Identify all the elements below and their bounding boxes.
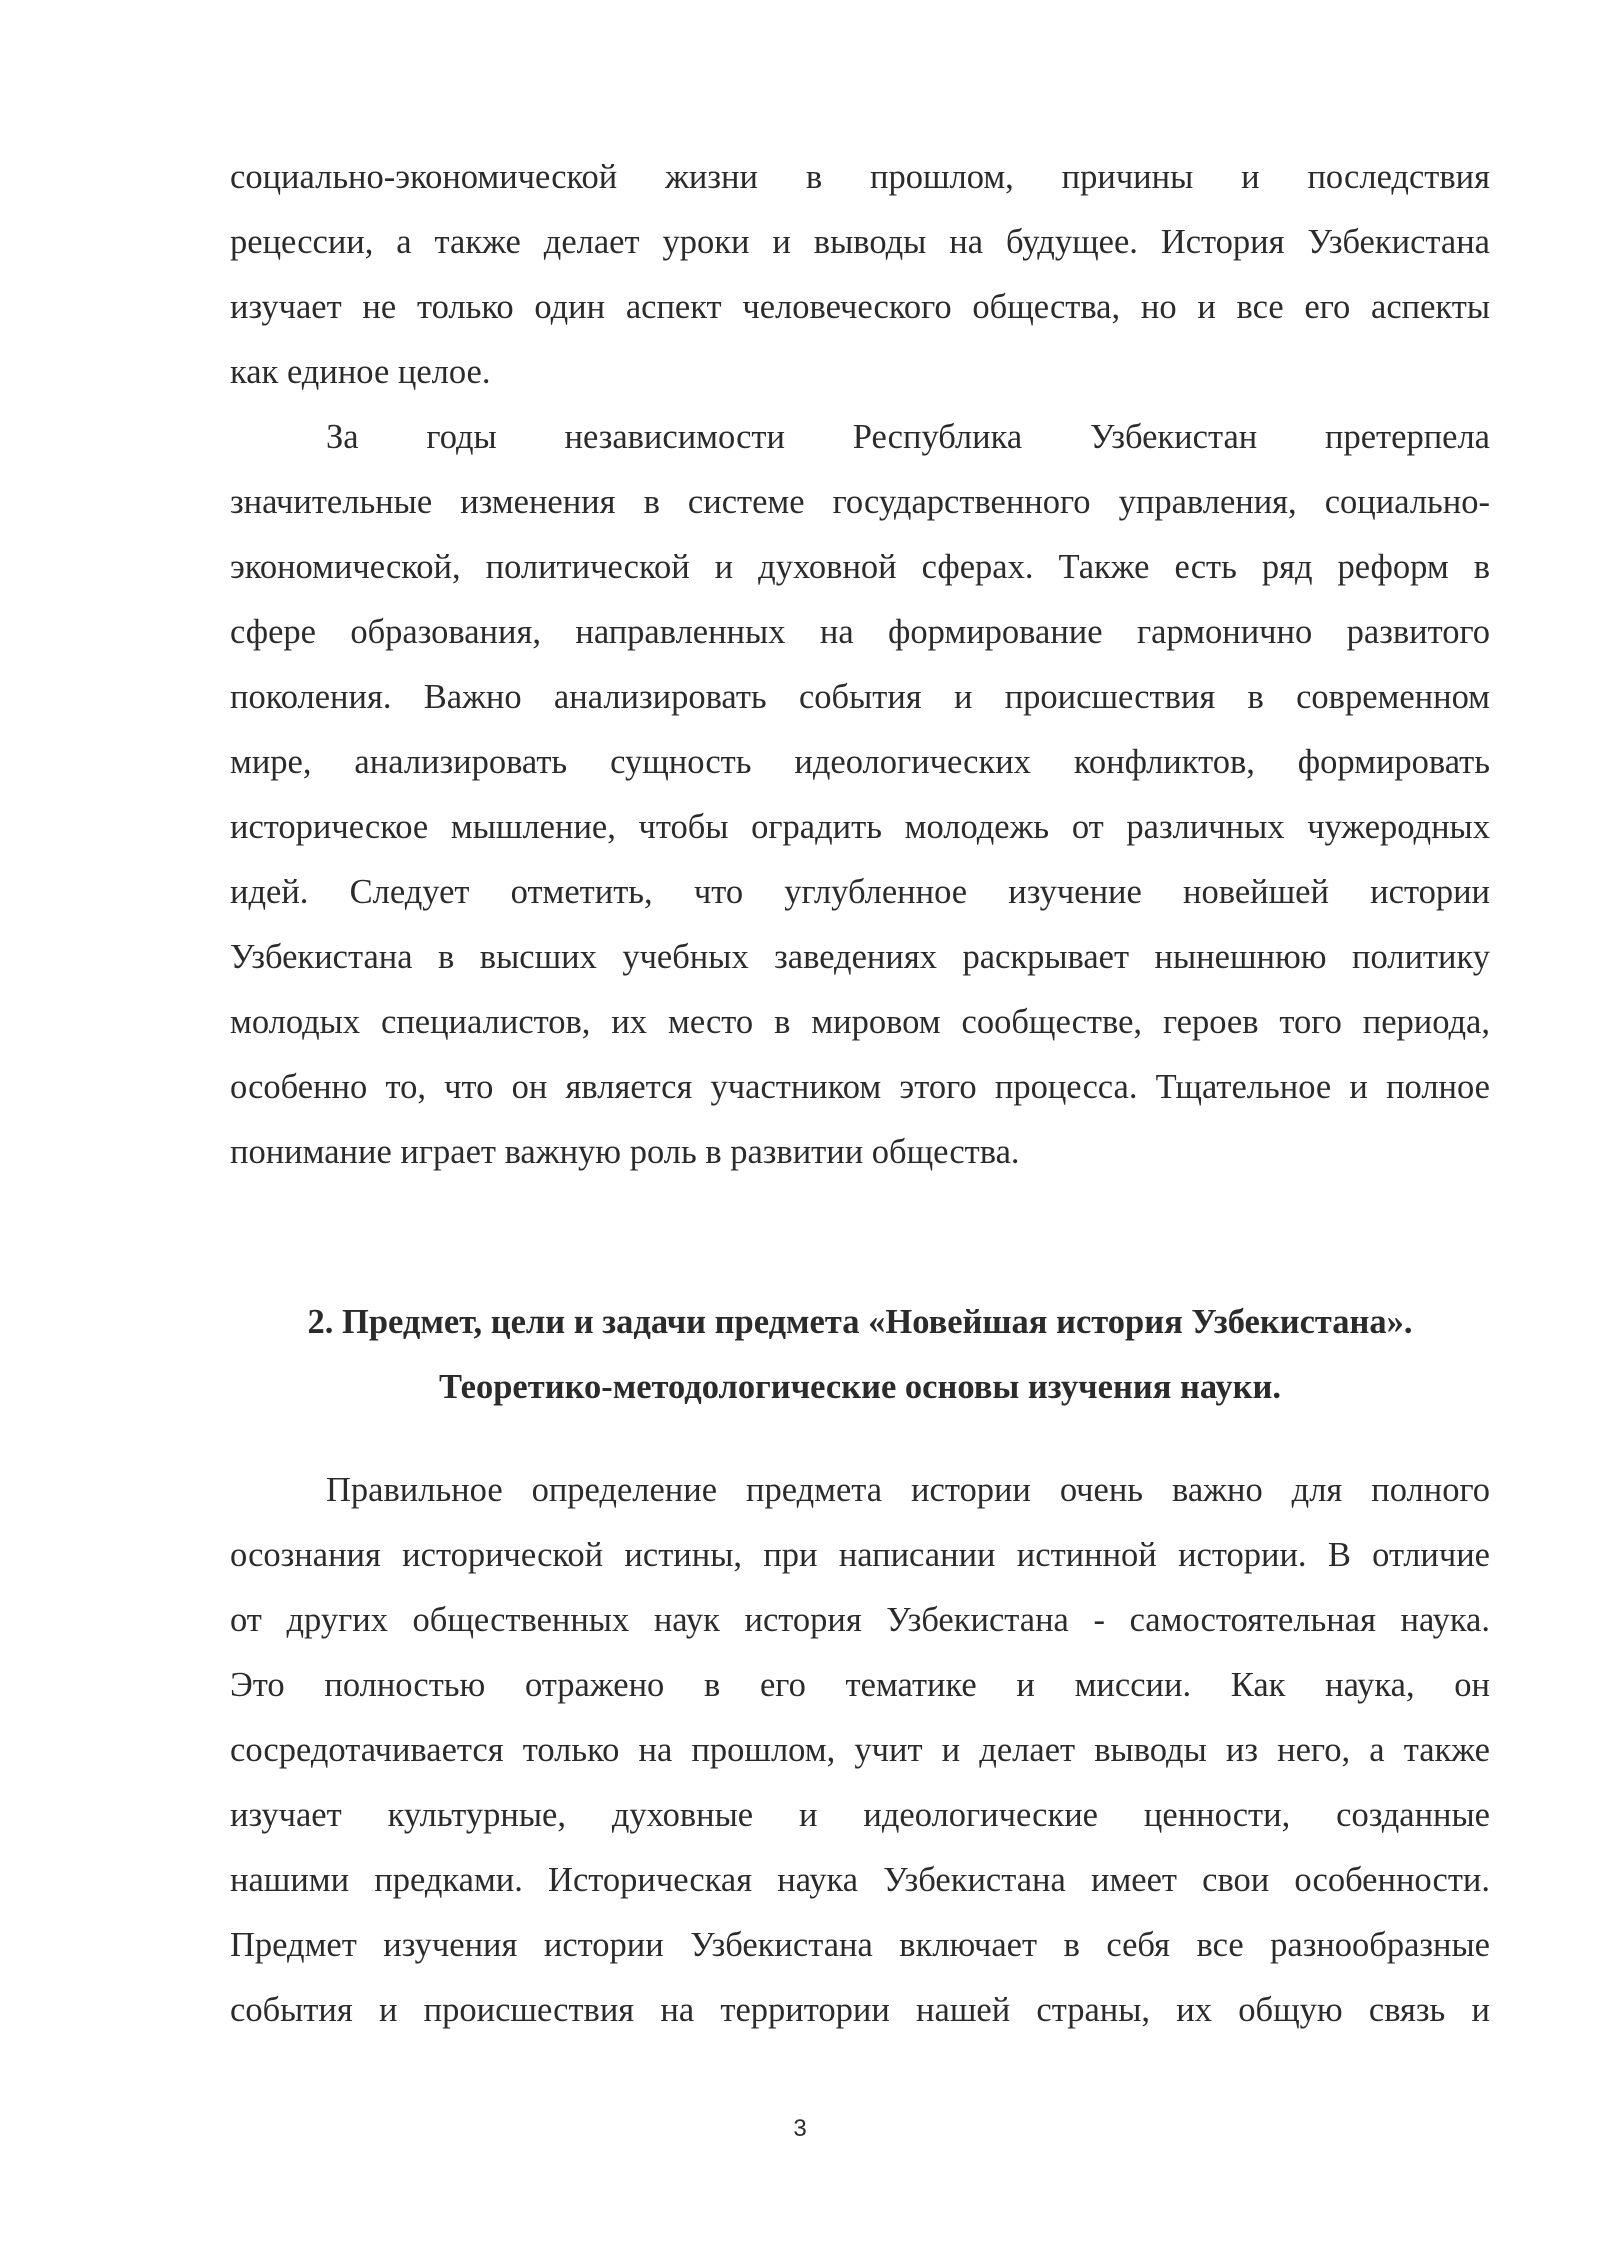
- section-heading-line: 2. Предмет, цели и задачи предмета «Новейшая история Узбекистана».: [307, 1303, 1413, 1341]
- paragraph-line: от других общественных наук история Узбекистана - самостоятельная наука.: [230, 1601, 1490, 1639]
- paragraph-line: Узбекистана в высших учебных заведениях раскрывает нынешнюю политику: [230, 938, 1490, 976]
- paragraph-line: молодых специалистов, их место в мировом сообществе, героев того периода,: [230, 1003, 1490, 1041]
- paragraph-line: экономической, политической и духовной сферах. Также есть ряд реформ в: [230, 548, 1490, 586]
- paragraph-line: изучает не только один аспект человеческого общества, но и все его аспекты: [230, 288, 1490, 326]
- section-heading: [230, 1290, 1490, 1420]
- paragraph-line: поколения. Важно анализировать события и происшествия в современном: [230, 678, 1490, 716]
- paragraph-line: идей. Следует отметить, что углубленное изучение новейшей истории: [230, 873, 1490, 911]
- paragraph-line: как единое целое.: [230, 353, 491, 391]
- paragraph-line: рецессии, а также делает уроки и выводы на будущее. История Узбекистана: [230, 223, 1490, 261]
- paragraph-line: сфере образования, направленных на формирование гармонично развитого: [230, 613, 1490, 651]
- paragraph-line: историческое мышление, чтобы оградить молодежь от различных чужеродных: [230, 808, 1490, 846]
- paragraph-2: [230, 405, 1490, 1185]
- paragraph-line: события и происшествия на территории нашей страны, их общую связь и: [230, 1991, 1490, 2029]
- paragraph-line: социально-экономической жизни в прошлом, причины и последствия: [230, 158, 1490, 196]
- paragraph-line: мире, анализировать сущность идеологических конфликтов, формировать: [230, 743, 1490, 781]
- paragraph-line: Предмет изучения истории Узбекистана включает в себя все разнообразные: [230, 1926, 1490, 1964]
- section-heading-line: Теоретико-методологические основы изучения науки.: [438, 1368, 1281, 1406]
- paragraph-line: особенно то, что он является участником этого процесса. Тщательное и полное: [230, 1068, 1490, 1106]
- paragraph-line: изучает культурные, духовные и идеологические ценности, созданные: [230, 1796, 1490, 1834]
- paragraph-line: сосредотачивается только на прошлом, учит и делает выводы из него, а также: [230, 1731, 1490, 1769]
- paragraph-line: нашими предками. Историческая наука Узбекистана имеет свои особенности.: [230, 1861, 1490, 1899]
- paragraph-line: За годы независимости Республика Узбекистан претерпела: [326, 418, 1490, 456]
- paragraph-line: осознания исторической истины, при написании истинной истории. В отличие: [230, 1536, 1490, 1574]
- paragraph-line: Это полностью отражено в его тематике и миссии. Как наука, он: [230, 1666, 1490, 1704]
- paragraph-line: понимание играет важную роль в развитии общества.: [230, 1133, 1020, 1171]
- paragraph-line: Правильное определение предмета истории очень важно для полного: [326, 1471, 1490, 1509]
- paragraph-line: значительные изменения в системе государственного управления, социально-: [230, 483, 1490, 521]
- page-number: 3: [793, 2115, 807, 2142]
- paragraph-3: [230, 1458, 1490, 2043]
- paragraph-1: [230, 145, 1490, 405]
